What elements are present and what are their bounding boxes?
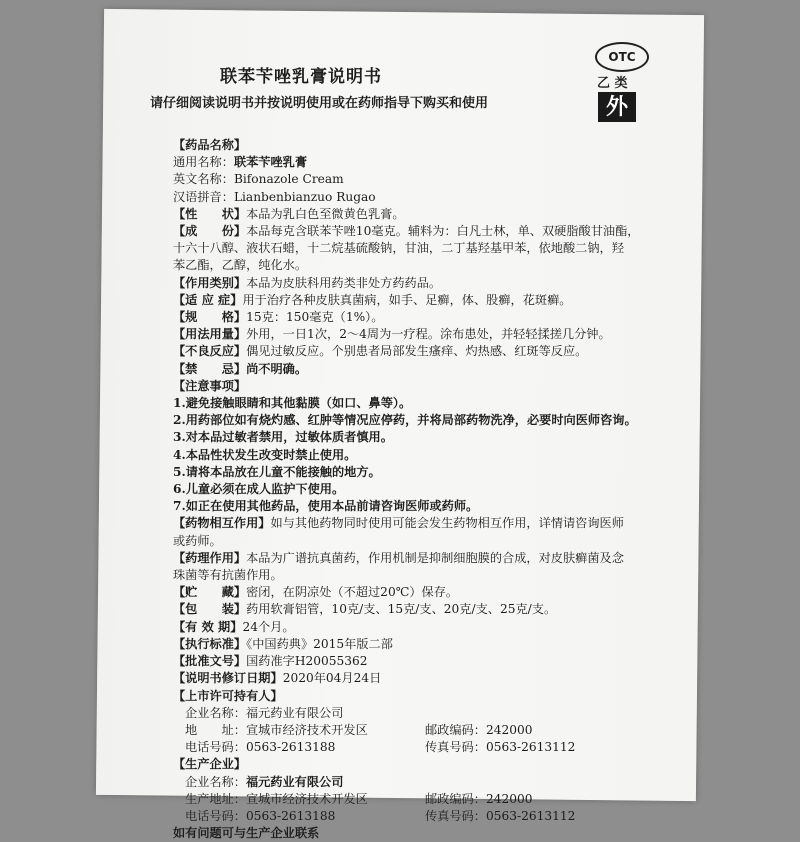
section-validity: [173, 619, 698, 636]
section-text: 2020年04月24日: [282, 671, 382, 686]
leaflet-body: [173, 137, 698, 842]
precaution-item: 2.用药部位如有烧灼感、红肿等情况应停药，并将局部药物洗净，必要时向医师咨询。: [173, 413, 637, 428]
field-label: 企业名称：: [185, 774, 246, 789]
section-text: 尚不明确。: [246, 361, 308, 376]
section-drug-name: [173, 137, 698, 154]
section-heading: 【用法用量】: [173, 327, 247, 342]
section-text: 药用软膏铝管，10克/支、15克/支、20克/支、25克/支。: [246, 602, 557, 617]
field-label: 企业名称：: [185, 705, 246, 720]
field-value: 0563-2613112: [485, 740, 576, 755]
manufacturer-company-row: [173, 774, 698, 791]
document-subtitle: 请仔细阅读说明书并按说明使用或在药师指导下购买和使用: [150, 96, 489, 111]
section-properties: [173, 206, 698, 223]
section-dosage: [173, 326, 698, 343]
field-label: 邮政编码：: [425, 791, 486, 806]
english-name-row: [173, 171, 698, 188]
section-text: 如与其他药物同时使用可能会发生药物相互作用，详情请咨询医师: [270, 516, 624, 531]
pharmacology-line: 珠菌等有抗菌作用。: [173, 568, 283, 583]
section-heading: 【规 格】: [173, 310, 247, 325]
section-heading: 【包 装】: [173, 602, 247, 617]
manufacturer-address-row: [173, 791, 698, 808]
section-text: 15克：150毫克（1%）。: [246, 310, 384, 325]
field-label: 生产地址：: [185, 791, 246, 806]
section-heading: 【贮 藏】: [173, 585, 247, 600]
section-text: 《中国药典》2015年版二部: [246, 636, 393, 651]
field-value: 福元药业有限公司: [245, 705, 344, 720]
otc-class-label: 乙 类: [597, 76, 628, 91]
precaution-item: 5.请将本品放在儿童不能接触的地方。: [173, 464, 381, 479]
section-specification: [173, 309, 698, 326]
section-text: 国药准字H20055362: [246, 654, 368, 669]
section-text: 24个月。: [242, 619, 295, 634]
section-precautions: [173, 378, 698, 395]
section-manufacturer: [173, 756, 698, 773]
mah-phone-row: [173, 739, 698, 756]
section-interactions: [173, 515, 698, 532]
section-composition: [173, 223, 698, 240]
precaution-item: 6.儿童必须在成人监护下使用。: [173, 482, 345, 497]
otc-badge: OTC: [595, 42, 649, 72]
field-value: 联苯苄唑乳膏: [233, 155, 308, 170]
mah-company-row: [173, 705, 698, 722]
section-text: 密闭，在阴凉处（不超过20℃）保存。: [246, 585, 459, 600]
section-heading: 【药物相互作用】: [173, 516, 271, 531]
precaution-item: 1.避免接触眼睛和其他黏膜（如口、鼻等）。: [173, 396, 412, 411]
composition-line: 十六十八醇、液状石蜡，十二烷基硫酸钠，甘油，二丁基羟基甲苯，依地酸二钠，羟: [173, 241, 624, 256]
field-value: Bifonazole Cream: [233, 172, 344, 187]
field-value: 242000: [485, 791, 533, 806]
section-heading: 【适 应 症】: [173, 292, 243, 307]
section-heading: 【药理作用】: [173, 550, 247, 565]
field-label: 地 址：: [185, 722, 246, 737]
footer-note: 如有问题可与生产企业联系: [173, 826, 320, 841]
document-title: 联苯苄唑乳膏说明书: [220, 67, 382, 87]
field-label: 电话号码：: [185, 740, 246, 755]
section-indications: [173, 292, 698, 309]
section-text: 本品为乳白色至微黄色乳膏。: [246, 206, 405, 221]
section-text: 本品每克含联苯苄唑10毫克。辅料为：白凡士林，单、双硬脂酸甘油酯，: [246, 224, 640, 239]
mah-address-row: [173, 722, 698, 739]
field-label: 英文名称：: [173, 172, 234, 187]
field-value: 0563-2613188: [245, 740, 336, 755]
precaution-item: 3.对本品过敏者禁用，过敏体质者慎用。: [173, 430, 393, 445]
section-text: 本品为广谱抗真菌药，作用机制是抑制细胞膜的合成，对皮肤癣菌及念: [246, 550, 624, 565]
section-heading: 【有 效 期】: [173, 619, 243, 634]
mah-phone: [185, 739, 425, 756]
section-revision: [173, 670, 698, 687]
section-standard: [173, 636, 698, 653]
section-text: 用于治疗各种皮肤真菌病，如手、足癣，体、股癣，花斑癣。: [242, 292, 572, 307]
section-heading: 【生产企业】: [173, 757, 247, 772]
external-use-mark: 外: [598, 92, 636, 122]
section-heading: 【注意事项】: [173, 378, 247, 393]
section-text: 本品为皮肤科用药类非处方药药品。: [246, 275, 442, 290]
field-label: 电话号码：: [185, 808, 246, 823]
section-text: 外用，一日1次，2～4周为一疗程。涂布患处，并轻轻揉搓几分钟。: [246, 327, 611, 342]
field-value: 宣城市经济技术开发区: [245, 722, 368, 737]
field-value: 242000: [485, 722, 533, 737]
interactions-line: 或药师。: [173, 533, 222, 548]
section-contraindications: [173, 361, 698, 378]
section-heading: 【性 状】: [173, 206, 247, 221]
field-label: 邮政编码：: [425, 722, 486, 737]
section-heading: 【说明书修订日期】: [173, 671, 283, 686]
manufacturer-phone: [185, 808, 425, 825]
section-category: [173, 275, 698, 292]
precaution-item: 4.本品性状发生改变时禁止使用。: [173, 447, 357, 462]
manufacturer-fax: [425, 808, 575, 825]
manufacturer-postcode: [425, 791, 532, 808]
section-heading: 【药品名称】: [173, 138, 247, 152]
section-heading: 【禁 忌】: [173, 361, 247, 376]
manufacturer-address: [185, 791, 425, 808]
field-label: 通用名称：: [173, 155, 234, 170]
section-approval: [173, 653, 698, 670]
field-label: 汉语拼音：: [173, 189, 234, 204]
section-pharmacology: [173, 550, 698, 567]
section-heading: 【批准文号】: [173, 654, 247, 669]
composition-line: 苯乙酯，乙醇，纯化水。: [173, 258, 308, 273]
generic-name-row: [173, 154, 698, 171]
mah-fax: [425, 739, 575, 756]
field-value: 福元药业有限公司: [245, 774, 344, 789]
section-text: 偶见过敏反应。个别患者局部发生瘙痒、灼热感、红斑等反应。: [246, 344, 588, 359]
mah-address: [185, 722, 425, 739]
section-heading: 【执行标准】: [173, 636, 247, 651]
section-heading: 【成 份】: [173, 224, 247, 239]
field-label: 传真号码：: [425, 740, 486, 755]
field-value: 宣城市经济技术开发区: [245, 791, 368, 806]
field-value: Lianbenbianzuo Rugao: [233, 189, 376, 204]
section-heading: 【不良反应】: [173, 344, 247, 359]
section-storage: [173, 584, 698, 601]
field-value: 0563-2613112: [485, 808, 576, 823]
precaution-item: 7.如正在使用其他药品，使用本品前请咨询医师或药师。: [173, 499, 479, 514]
section-mah: [173, 688, 698, 705]
mah-postcode: [425, 722, 532, 739]
section-heading: 【上市许可持有人】: [173, 688, 283, 703]
field-label: 传真号码：: [425, 808, 486, 823]
section-adverse: [173, 343, 698, 360]
section-heading: 【作用类别】: [173, 275, 247, 290]
pinyin-row: [173, 189, 698, 206]
field-value: 0563-2613188: [245, 808, 336, 823]
section-packaging: [173, 601, 698, 618]
manufacturer-phone-row: [173, 808, 698, 825]
